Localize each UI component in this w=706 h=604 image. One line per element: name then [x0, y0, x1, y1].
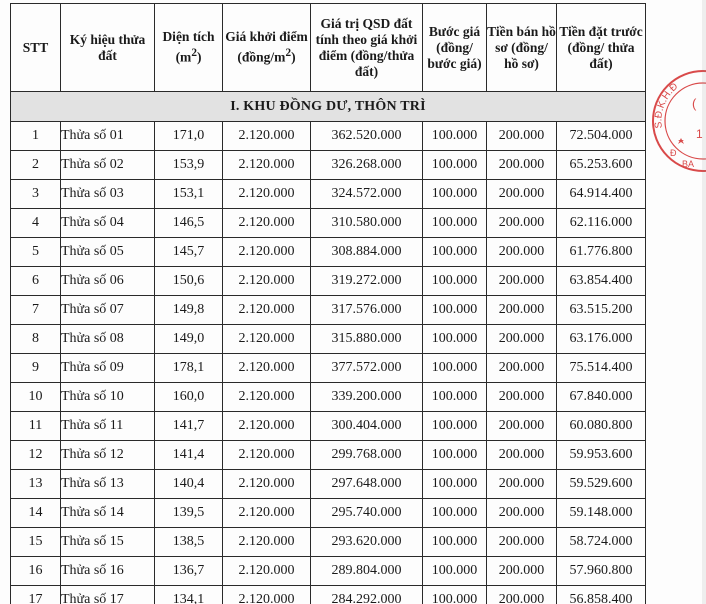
- cell-tien-dat-truoc: 56.858.400: [557, 586, 646, 604]
- cell-gia-khoi-diem: 2.120.000: [223, 528, 311, 557]
- cell-ky-hieu: Thửa số 15: [61, 528, 155, 557]
- cell-dien-tich: 178,1: [155, 354, 223, 383]
- cell-tien-ho-so: 200.000: [487, 528, 557, 557]
- cell-buoc-gia: 100.000: [423, 499, 487, 528]
- cell-gia-tri: 308.884.000: [311, 238, 423, 267]
- table-row: [11, 441, 646, 470]
- cell-stt: 10: [11, 383, 61, 412]
- cell-tien-dat-truoc: 67.840.000: [557, 383, 646, 412]
- cell-buoc-gia: 100.000: [423, 470, 487, 499]
- cell-tien-dat-truoc: 63.176.000: [557, 325, 646, 354]
- cell-buoc-gia: 100.000: [423, 586, 487, 604]
- table-row: [11, 122, 646, 151]
- cell-buoc-gia: 100.000: [423, 238, 487, 267]
- seal-fragment-1: (: [692, 96, 697, 111]
- cell-ky-hieu: Thửa số 03: [61, 180, 155, 209]
- cell-stt: 2: [11, 151, 61, 180]
- cell-ky-hieu: Thửa số 05: [61, 238, 155, 267]
- table-row: [11, 383, 646, 412]
- cell-tien-dat-truoc: 72.504.000: [557, 122, 646, 151]
- table-row: [11, 528, 646, 557]
- cell-ky-hieu: Thửa số 01: [61, 122, 155, 151]
- cell-ky-hieu: Thửa số 13: [61, 470, 155, 499]
- header-gia-tri-qsd: Giá trị QSD đất tính theo giá khởi điểm (đồng/thửa đất): [311, 4, 423, 92]
- cell-tien-dat-truoc: 59.529.600: [557, 470, 646, 499]
- cell-gia-tri: 315.880.000: [311, 325, 423, 354]
- red-stamp-seal: [648, 66, 706, 176]
- cell-gia-tri: 317.576.000: [311, 296, 423, 325]
- cell-tien-dat-truoc: 63.515.200: [557, 296, 646, 325]
- header-tien-dat-truoc: Tiền đặt trước (đồng/ thửa đất): [557, 4, 646, 92]
- cell-tien-ho-so: 200.000: [487, 557, 557, 586]
- cell-ky-hieu: Thửa số 06: [61, 267, 155, 296]
- cell-dien-tich: 141,4: [155, 441, 223, 470]
- cell-gia-tri: 299.768.000: [311, 441, 423, 470]
- cell-ky-hieu: Thửa số 17: [61, 586, 155, 604]
- cell-tien-ho-so: 200.000: [487, 238, 557, 267]
- cell-tien-ho-so: 200.000: [487, 209, 557, 238]
- cell-dien-tich: 153,9: [155, 151, 223, 180]
- cell-stt: 4: [11, 209, 61, 238]
- cell-buoc-gia: 100.000: [423, 557, 487, 586]
- cell-gia-khoi-diem: 2.120.000: [223, 412, 311, 441]
- cell-tien-dat-truoc: 63.854.400: [557, 267, 646, 296]
- table-row: [11, 267, 646, 296]
- cell-stt: 17: [11, 586, 61, 604]
- cell-gia-tri: 295.740.000: [311, 499, 423, 528]
- cell-dien-tich: 140,4: [155, 470, 223, 499]
- cell-stt: 15: [11, 528, 61, 557]
- cell-dien-tich: 146,5: [155, 209, 223, 238]
- table-row: [11, 151, 646, 180]
- cell-gia-tri: 326.268.000: [311, 151, 423, 180]
- header-dien-tich: Diện tích $(m^2)$: [155, 4, 223, 92]
- cell-buoc-gia: 100.000: [423, 209, 487, 238]
- cell-ky-hieu: Thửa số 14: [61, 499, 155, 528]
- cell-buoc-gia: 100.000: [423, 354, 487, 383]
- cell-stt: 11: [11, 412, 61, 441]
- cell-tien-ho-so: 200.000: [487, 296, 557, 325]
- table-row: [11, 209, 646, 238]
- cell-dien-tich: 136,7: [155, 557, 223, 586]
- cell-tien-ho-so: 200.000: [487, 383, 557, 412]
- cell-dien-tich: 134,1: [155, 586, 223, 604]
- cell-tien-ho-so: 200.000: [487, 325, 557, 354]
- cell-gia-tri: 300.404.000: [311, 412, 423, 441]
- table-row: [11, 586, 646, 604]
- cell-gia-khoi-diem: 2.120.000: [223, 209, 311, 238]
- table-row: [11, 325, 646, 354]
- table-row: [11, 354, 646, 383]
- cell-tien-dat-truoc: 59.953.600: [557, 441, 646, 470]
- cell-dien-tich: 153,1: [155, 180, 223, 209]
- cell-ky-hieu: Thửa số 08: [61, 325, 155, 354]
- cell-tien-ho-so: 200.000: [487, 151, 557, 180]
- cell-buoc-gia: 100.000: [423, 122, 487, 151]
- header-ky-hieu: Ký hiệu thửa đất: [61, 4, 155, 92]
- seal-fragment-3: Đ: [670, 148, 677, 158]
- cell-stt: 13: [11, 470, 61, 499]
- cell-buoc-gia: 100.000: [423, 151, 487, 180]
- cell-tien-ho-so: 200.000: [487, 586, 557, 604]
- cell-buoc-gia: 100.000: [423, 180, 487, 209]
- cell-tien-dat-truoc: 61.776.800: [557, 238, 646, 267]
- cell-stt: 16: [11, 557, 61, 586]
- cell-gia-khoi-diem: 2.120.000: [223, 383, 311, 412]
- land-auction-table: [10, 3, 646, 604]
- cell-tien-ho-so: 200.000: [487, 122, 557, 151]
- header-gia-khoi-diem: Giá khởi điểm $(đồng/m^2)$: [223, 4, 311, 92]
- table-row: [11, 499, 646, 528]
- cell-buoc-gia: 100.000: [423, 441, 487, 470]
- cell-gia-tri: 319.272.000: [311, 267, 423, 296]
- cell-gia-khoi-diem: 2.120.000: [223, 586, 311, 604]
- cell-tien-ho-so: 200.000: [487, 470, 557, 499]
- seal-star-icon: [678, 138, 684, 144]
- cell-gia-khoi-diem: 2.120.000: [223, 470, 311, 499]
- cell-tien-dat-truoc: 62.116.000: [557, 209, 646, 238]
- cell-stt: 5: [11, 238, 61, 267]
- cell-buoc-gia: 100.000: [423, 296, 487, 325]
- cell-buoc-gia: 100.000: [423, 383, 487, 412]
- seal-text: S.Đ.K.H.Đ: [653, 81, 681, 129]
- cell-gia-tri: 324.572.000: [311, 180, 423, 209]
- cell-gia-khoi-diem: 2.120.000: [223, 238, 311, 267]
- header-row: [11, 4, 646, 92]
- cell-tien-dat-truoc: 60.080.800: [557, 412, 646, 441]
- cell-tien-ho-so: 200.000: [487, 499, 557, 528]
- seal-fragment-4: BA: [682, 159, 695, 169]
- cell-gia-tri: 377.572.000: [311, 354, 423, 383]
- cell-gia-tri: 297.648.000: [311, 470, 423, 499]
- cell-ky-hieu: Thửa số 09: [61, 354, 155, 383]
- cell-gia-tri: 362.520.000: [311, 122, 423, 151]
- cell-stt: 6: [11, 267, 61, 296]
- cell-tien-ho-so: 200.000: [487, 354, 557, 383]
- cell-stt: 3: [11, 180, 61, 209]
- cell-tien-ho-so: 200.000: [487, 180, 557, 209]
- cell-stt: 9: [11, 354, 61, 383]
- cell-tien-dat-truoc: 65.253.600: [557, 151, 646, 180]
- cell-buoc-gia: 100.000: [423, 412, 487, 441]
- cell-gia-tri: 284.292.000: [311, 586, 423, 604]
- seal-fragment-2: 1: [696, 127, 703, 141]
- cell-gia-khoi-diem: 2.120.000: [223, 441, 311, 470]
- cell-dien-tich: 160,0: [155, 383, 223, 412]
- cell-tien-ho-so: 200.000: [487, 441, 557, 470]
- cell-gia-tri: 339.200.000: [311, 383, 423, 412]
- cell-ky-hieu: Thửa số 10: [61, 383, 155, 412]
- cell-gia-tri: 293.620.000: [311, 528, 423, 557]
- header-stt: STT: [11, 4, 61, 92]
- cell-stt: 14: [11, 499, 61, 528]
- cell-ky-hieu: Thửa số 12: [61, 441, 155, 470]
- header-buoc-gia: Bước giá (đồng/ bước giá): [423, 4, 487, 92]
- cell-ky-hieu: Thửa số 04: [61, 209, 155, 238]
- cell-stt: 12: [11, 441, 61, 470]
- cell-gia-khoi-diem: 2.120.000: [223, 325, 311, 354]
- cell-stt: 1: [11, 122, 61, 151]
- cell-buoc-gia: 100.000: [423, 325, 487, 354]
- table-row: [11, 470, 646, 499]
- cell-gia-khoi-diem: 2.120.000: [223, 267, 311, 296]
- cell-tien-dat-truoc: 57.960.800: [557, 557, 646, 586]
- cell-dien-tich: 149,0: [155, 325, 223, 354]
- cell-tien-ho-so: 200.000: [487, 267, 557, 296]
- cell-tien-ho-so: 200.000: [487, 412, 557, 441]
- table-row: [11, 238, 646, 267]
- cell-gia-khoi-diem: 2.120.000: [223, 180, 311, 209]
- cell-tien-dat-truoc: 59.148.000: [557, 499, 646, 528]
- cell-gia-tri: 289.804.000: [311, 557, 423, 586]
- cell-buoc-gia: 100.000: [423, 267, 487, 296]
- section-row: [11, 92, 646, 122]
- cell-tien-dat-truoc: 75.514.400: [557, 354, 646, 383]
- cell-gia-khoi-diem: 2.120.000: [223, 354, 311, 383]
- table-row: [11, 557, 646, 586]
- header-tien-ban-ho-so: Tiền bán hồ sơ (đồng/ hồ sơ): [487, 4, 557, 92]
- cell-gia-khoi-diem: 2.120.000: [223, 296, 311, 325]
- page-edge-shadow: [702, 0, 706, 604]
- section-title: I. KHU ĐỒNG DƯ, THÔN TRÌ: [11, 92, 646, 122]
- cell-dien-tich: 149,8: [155, 296, 223, 325]
- table-row: [11, 296, 646, 325]
- cell-dien-tich: 145,7: [155, 238, 223, 267]
- cell-gia-khoi-diem: 2.120.000: [223, 557, 311, 586]
- cell-gia-khoi-diem: 2.120.000: [223, 122, 311, 151]
- cell-gia-khoi-diem: 2.120.000: [223, 151, 311, 180]
- cell-dien-tich: 150,6: [155, 267, 223, 296]
- cell-dien-tich: 138,5: [155, 528, 223, 557]
- cell-tien-dat-truoc: 64.914.400: [557, 180, 646, 209]
- cell-tien-dat-truoc: 58.724.000: [557, 528, 646, 557]
- cell-dien-tich: 141,7: [155, 412, 223, 441]
- cell-stt: 8: [11, 325, 61, 354]
- cell-stt: 7: [11, 296, 61, 325]
- cell-ky-hieu: Thửa số 07: [61, 296, 155, 325]
- cell-ky-hieu: Thửa số 11: [61, 412, 155, 441]
- cell-ky-hieu: Thửa số 02: [61, 151, 155, 180]
- cell-gia-khoi-diem: 2.120.000: [223, 499, 311, 528]
- cell-buoc-gia: 100.000: [423, 528, 487, 557]
- cell-dien-tich: 139,5: [155, 499, 223, 528]
- cell-ky-hieu: Thửa số 16: [61, 557, 155, 586]
- cell-gia-tri: 310.580.000: [311, 209, 423, 238]
- table-row: [11, 180, 646, 209]
- table-row: [11, 412, 646, 441]
- cell-dien-tich: 171,0: [155, 122, 223, 151]
